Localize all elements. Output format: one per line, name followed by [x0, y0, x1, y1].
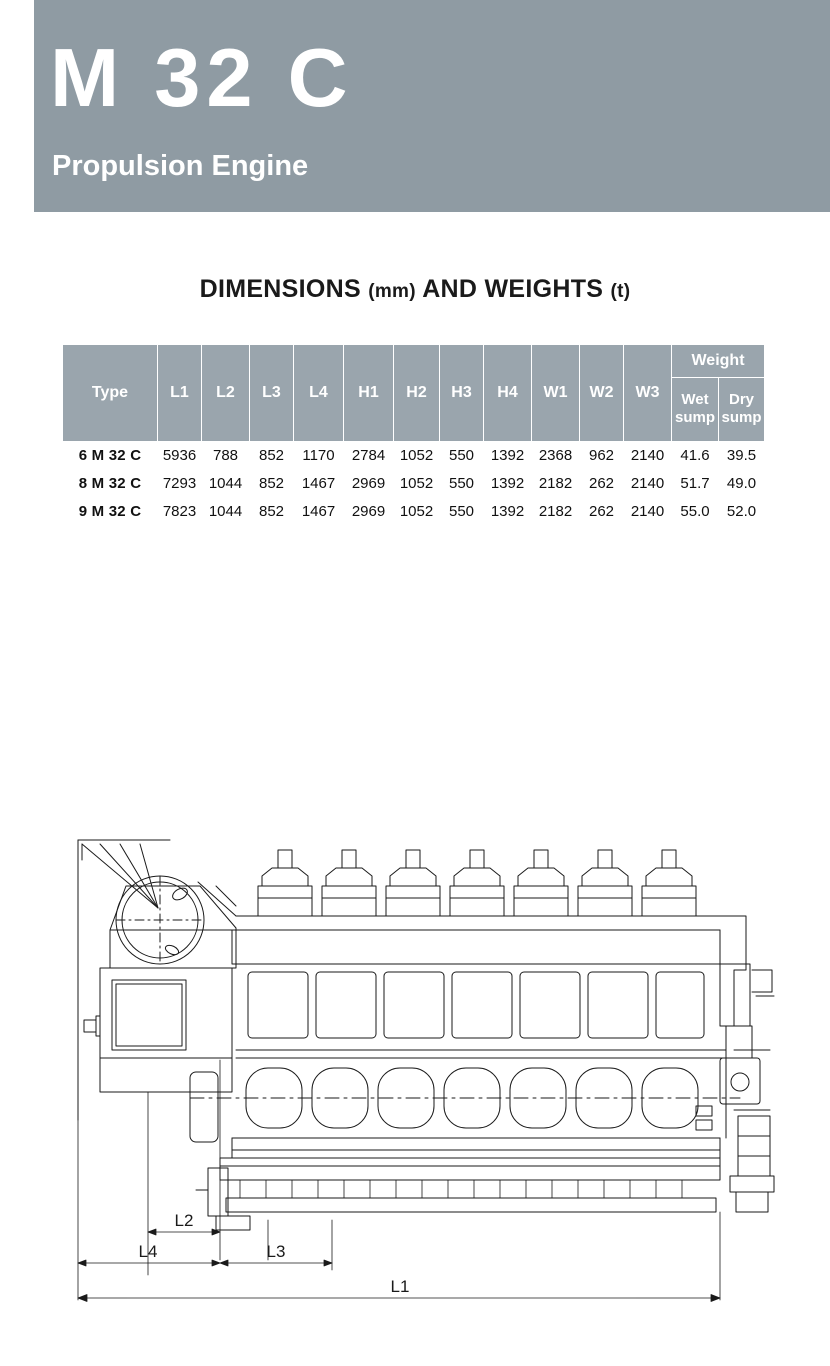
cell-l2: 788	[202, 442, 250, 470]
section-title	[0, 275, 830, 304]
cell-w3: 2140	[624, 498, 672, 526]
header-w3: W3	[624, 345, 672, 442]
header-h4: H4	[484, 345, 532, 442]
cell-l1: 7293	[158, 470, 202, 498]
dimensions-weights-table	[62, 344, 765, 526]
header-wet-sump: Wet sump	[672, 377, 719, 441]
page-header	[0, 0, 830, 212]
header-l3: L3	[250, 345, 294, 442]
page-title: M 32 C	[50, 31, 354, 124]
cell-w1: 2368	[532, 442, 580, 470]
cell-h3: 550	[440, 470, 484, 498]
header-l2: L2	[202, 345, 250, 442]
section-title-main: DIMENSIONS	[199, 275, 361, 303]
cell-type: 8 M 32 C	[63, 470, 158, 498]
header-l1: L1	[158, 345, 202, 442]
cell-wet-sump: 55.0	[672, 498, 719, 526]
dimension-label-l1: L1	[390, 1277, 410, 1296]
cell-l1: 7823	[158, 498, 202, 526]
cell-l3: 852	[250, 442, 294, 470]
cell-h1: 2969	[344, 470, 394, 498]
dimensions-table-container	[62, 344, 768, 526]
cell-l2: 1044	[202, 498, 250, 526]
section-title-and: AND WEIGHTS	[422, 275, 604, 303]
cell-h4: 1392	[484, 470, 532, 498]
cell-dry-sump: 52.0	[719, 498, 765, 526]
header-l4: L4	[294, 345, 344, 442]
cell-l4: 1467	[294, 470, 344, 498]
cell-l4: 1170	[294, 442, 344, 470]
header-left-margin-bar	[0, 0, 34, 212]
engine-side-view-drawing	[40, 820, 790, 1320]
cell-w2: 262	[580, 498, 624, 526]
cell-h2: 1052	[394, 470, 440, 498]
cell-h3: 550	[440, 498, 484, 526]
cell-w1: 2182	[532, 470, 580, 498]
header-h3: H3	[440, 345, 484, 442]
header-w1: W1	[532, 345, 580, 442]
cell-w2: 962	[580, 442, 624, 470]
cell-l3: 852	[250, 498, 294, 526]
header-h1: H1	[344, 345, 394, 442]
cell-dry-sump: 49.0	[719, 470, 765, 498]
cell-w3: 2140	[624, 470, 672, 498]
cell-h4: 1392	[484, 442, 532, 470]
header-dry-sump: Dry sump	[719, 377, 765, 441]
table-row	[63, 470, 765, 498]
cell-h3: 550	[440, 442, 484, 470]
cell-wet-sump: 51.7	[672, 470, 719, 498]
table-header-group-row	[63, 345, 765, 378]
dimension-label-l3: L3	[266, 1242, 286, 1261]
dimension-label-l2: L2	[174, 1211, 194, 1230]
cell-l1: 5936	[158, 442, 202, 470]
header-type: Type	[63, 345, 158, 442]
cell-l2: 1044	[202, 470, 250, 498]
header-w2: W2	[580, 345, 624, 442]
header-weight-group: Weight	[672, 345, 765, 378]
cell-h2: 1052	[394, 498, 440, 526]
cell-h4: 1392	[484, 498, 532, 526]
cell-w1: 2182	[532, 498, 580, 526]
cell-w3: 2140	[624, 442, 672, 470]
section-title-unit-mm: (mm)	[368, 281, 416, 302]
cell-w2: 262	[580, 470, 624, 498]
cell-dry-sump: 39.5	[719, 442, 765, 470]
cell-type: 6 M 32 C	[63, 442, 158, 470]
header-h2: H2	[394, 345, 440, 442]
table-row	[63, 498, 765, 526]
table-row	[63, 442, 765, 470]
cell-h1: 2969	[344, 498, 394, 526]
cell-h1: 2784	[344, 442, 394, 470]
cell-l4: 1467	[294, 498, 344, 526]
cell-l3: 852	[250, 470, 294, 498]
section-title-unit-t: (t)	[610, 281, 631, 302]
page-subtitle: Propulsion Engine	[52, 150, 309, 182]
cell-wet-sump: 41.6	[672, 442, 719, 470]
cell-h2: 1052	[394, 442, 440, 470]
dimension-label-l4: L4	[138, 1242, 158, 1261]
cell-type: 9 M 32 C	[63, 498, 158, 526]
